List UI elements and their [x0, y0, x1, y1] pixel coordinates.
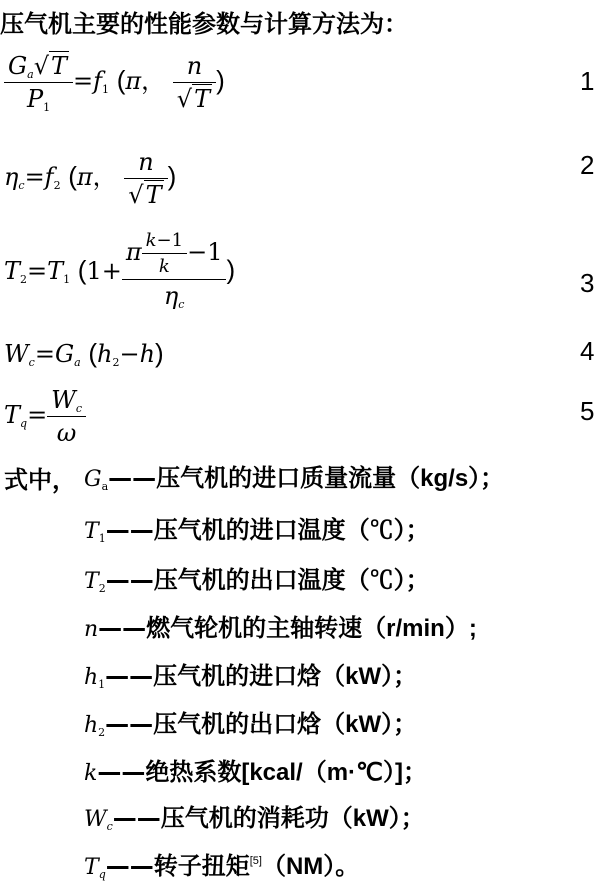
definition-row: T2——压气机的出口温度（℃）； [84, 566, 430, 595]
definition-row: Wc——压气机的消耗功（kW）； [84, 804, 425, 833]
equation-3: T2=T1 (1+ π $\frac{k-1}{k}$ −1 ηc ) [4, 230, 236, 311]
definition-row: n——燃气轮机的主轴转速（r/min）; [84, 614, 477, 642]
definition-row: T1——压气机的进口温度（℃）； [84, 516, 430, 545]
definition-row: Tq——转子扭矩[5]（NM）。 [84, 852, 360, 881]
eq5-fraction: $\frac{Wc}{\omega}$ [47, 386, 86, 447]
definition-row: h1——压气机的进口焓（kW）； [84, 662, 418, 691]
where-label: 式中， [4, 466, 76, 494]
equation-number-1: 1 [580, 66, 595, 96]
equation-5: Tq= $\frac{Wc}{\omega}$ [4, 386, 86, 447]
equation-1: $\frac{Ga√T}{P1}$ =f1 (π， $\frac{n}{√T}$ ) [4, 52, 225, 113]
eq1-fraction: $\frac{Ga√T}{P1}$ [4, 52, 73, 113]
equation-number-4: 4 [580, 336, 595, 366]
equation-number-2: 2 [580, 150, 595, 180]
def-symbol: Ga [84, 467, 109, 493]
definition-row: k——绝热系数[kcal/（m·℃）]； [84, 758, 427, 786]
citation-ref: [5] [249, 855, 262, 867]
def-symbol: Tq [84, 855, 106, 881]
equation-2: ηc=f2 (π， $\frac{n}{√T}$ ) [4, 148, 177, 209]
definition-row: Ga——压气机的进口质量流量（kg/s）； [84, 464, 505, 493]
def-symbol: n [84, 617, 99, 642]
def-symbol: k [84, 761, 98, 786]
def-symbol: h2 [84, 713, 106, 739]
eq2-n-over-sqrtT: $\frac{n}{√T}$ [124, 148, 167, 209]
def-symbol: T2 [84, 569, 106, 595]
heading: 压气机主要的性能参数与计算方法为： [0, 10, 408, 38]
eq1-n-over-sqrtT: $\frac{n}{√T}$ [173, 52, 216, 113]
equation-4: Wc=Ga (h2−h) [4, 338, 164, 369]
equation-number-5: 5 [580, 396, 595, 426]
definition-row: h2——压气机的出口焓（kW）； [84, 710, 418, 739]
def-symbol: T1 [84, 519, 106, 545]
def-symbol: Wc [84, 807, 113, 833]
def-symbol: h1 [84, 665, 106, 691]
eq3-fraction: π $\frac{k-1}{k}$ −1 ηc [122, 230, 227, 310]
equation-number-3: 3 [580, 268, 595, 298]
